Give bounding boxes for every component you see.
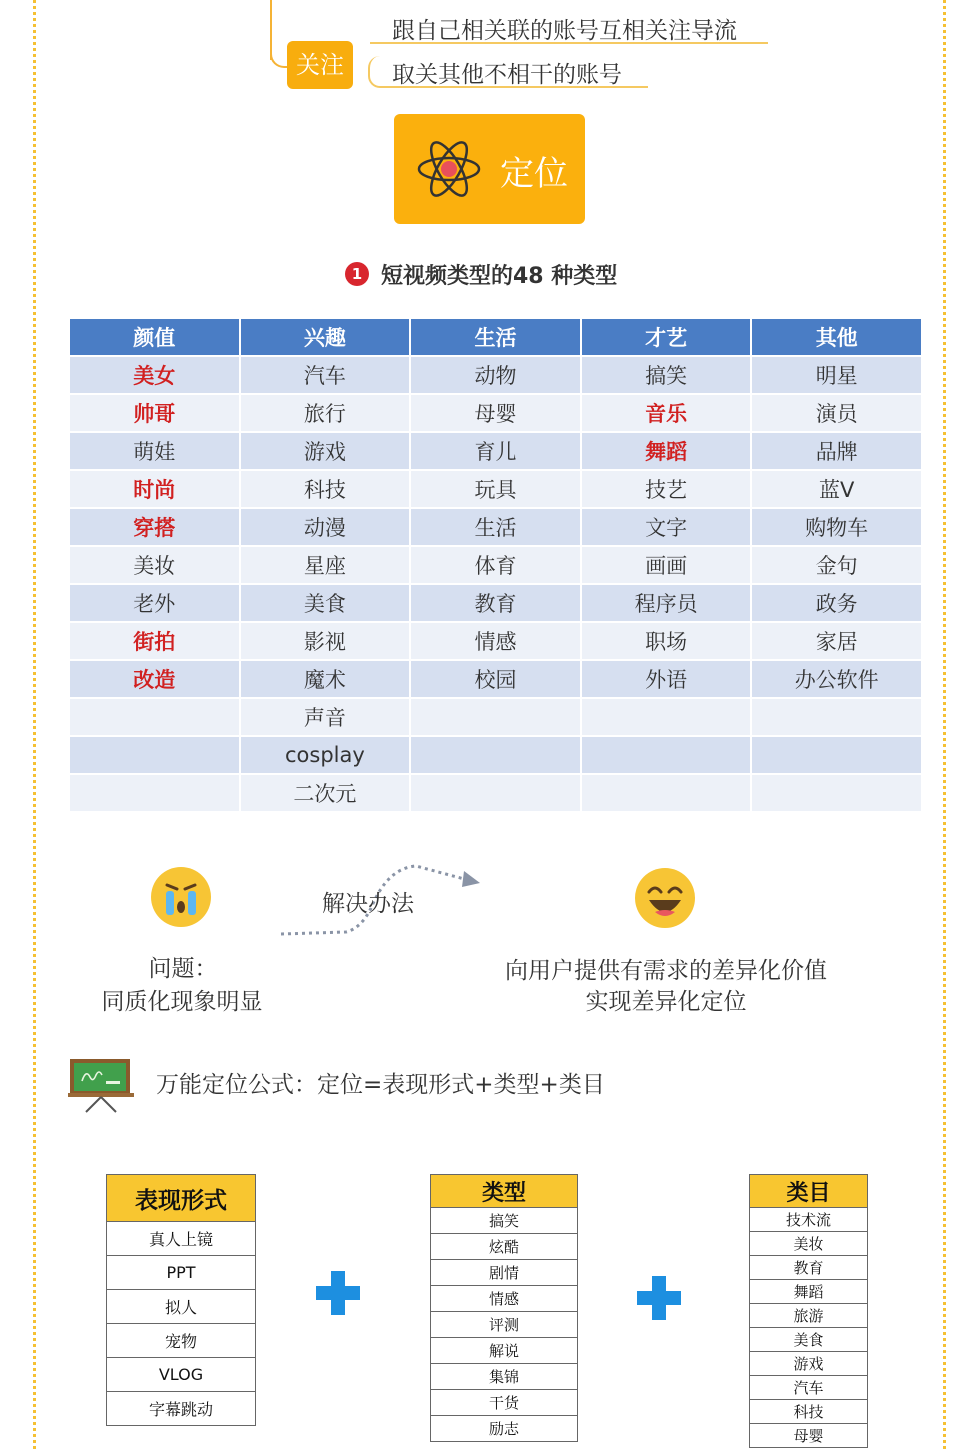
table-row (69, 584, 922, 622)
table-cell: 技艺 (581, 470, 752, 508)
table-cell: 评测 (431, 1312, 578, 1338)
table-cell: 影视 (240, 622, 411, 660)
table-cell: 真人上镜 (107, 1222, 256, 1256)
table-cell: 游戏 (240, 432, 411, 470)
table-row (431, 1260, 578, 1286)
table-cell: 蓝V (751, 470, 922, 508)
table-cell (69, 774, 240, 812)
section-heading: 短视频类型的48 种类型 (381, 264, 618, 289)
table-cell: 生活 (410, 508, 581, 546)
solution-text-line1: 向用户提供有需求的差异化价值 (505, 958, 827, 984)
table-row (431, 1364, 578, 1390)
table-row (107, 1256, 256, 1290)
table-cell (410, 698, 581, 736)
table-cell: 科技 (240, 470, 411, 508)
table-cell: 炫酷 (431, 1234, 578, 1260)
table-row (107, 1324, 256, 1358)
table-cell: 宠物 (107, 1324, 256, 1358)
table-row (750, 1280, 868, 1304)
table-cell: 干货 (431, 1390, 578, 1416)
table-cell: 穿搭 (69, 508, 240, 546)
table-row (107, 1222, 256, 1256)
table-cell (69, 698, 240, 736)
table-row (69, 508, 922, 546)
table-row (750, 1256, 868, 1280)
mindmap-node-follow: 关注 (287, 41, 353, 89)
table-row (69, 356, 922, 394)
table-row (69, 470, 922, 508)
table-cell: 美女 (69, 356, 240, 394)
table-row (750, 1400, 868, 1424)
table-row (431, 1390, 578, 1416)
table-row (69, 622, 922, 660)
table-cell: 拟人 (107, 1290, 256, 1324)
table-cell: 老外 (69, 584, 240, 622)
table-cell: 二次元 (240, 774, 411, 812)
table-cell (751, 774, 922, 812)
table-row (431, 1208, 578, 1234)
table-cell: 魔术 (240, 660, 411, 698)
table-row (107, 1290, 256, 1324)
table-cell (581, 774, 752, 812)
table-row (69, 774, 922, 812)
type-table (430, 1174, 578, 1442)
table-cell: 美食 (750, 1328, 868, 1352)
table-row (750, 1304, 868, 1328)
table-row (750, 1232, 868, 1256)
table-cell: 舞蹈 (581, 432, 752, 470)
table-cell: 剧情 (431, 1260, 578, 1286)
plus-icon (637, 1276, 681, 1320)
column-header: 才艺 (581, 318, 752, 356)
table-cell (410, 774, 581, 812)
table-cell: 外语 (581, 660, 752, 698)
table-cell: 励志 (431, 1416, 578, 1442)
table-row (107, 1358, 256, 1392)
table-cell: 帅哥 (69, 394, 240, 432)
table-cell: 情感 (410, 622, 581, 660)
table-cell: 汽车 (750, 1376, 868, 1400)
crying-face-icon (151, 867, 211, 927)
table-cell: 汽车 (240, 356, 411, 394)
table-cell: 改造 (69, 660, 240, 698)
table-cell: 政务 (751, 584, 922, 622)
table-cell: VLOG (107, 1358, 256, 1392)
table-row (69, 660, 922, 698)
table-cell: 教育 (410, 584, 581, 622)
column-header: 生活 (410, 318, 581, 356)
table-cell: 搞笑 (581, 356, 752, 394)
table-cell: 购物车 (751, 508, 922, 546)
solution-arrow-label: 解决办法 (322, 891, 414, 917)
table-cell: 家居 (751, 622, 922, 660)
table-cell: PPT (107, 1256, 256, 1290)
form-table (106, 1174, 256, 1426)
table-cell: 字幕跳动 (107, 1392, 256, 1426)
table-header: 类型 (431, 1175, 578, 1208)
table-header: 类目 (750, 1175, 868, 1208)
table-cell: 文字 (581, 508, 752, 546)
table-cell: 校园 (410, 660, 581, 698)
left-dotted-border (33, 0, 36, 1449)
section-number-badge: 1 (345, 262, 369, 286)
table-cell (751, 698, 922, 736)
table-cell: 职场 (581, 622, 752, 660)
table-cell: 美妆 (69, 546, 240, 584)
problem-text: 同质化现象明显 (101, 989, 263, 1015)
solution-text-line2: 实现差异化定位 (585, 989, 747, 1015)
atom-icon (416, 138, 482, 200)
table-row (750, 1424, 868, 1448)
table-cell: 技术流 (750, 1208, 868, 1232)
column-header: 其他 (751, 318, 922, 356)
table-cell: 情感 (431, 1286, 578, 1312)
table-cell: cosplay (240, 736, 411, 774)
table-cell: 母婴 (750, 1424, 868, 1448)
table-cell: 金句 (751, 546, 922, 584)
table-cell: 音乐 (581, 394, 752, 432)
table-cell: 搞笑 (431, 1208, 578, 1234)
table-cell: 玩具 (410, 470, 581, 508)
table-cell: 美妆 (750, 1232, 868, 1256)
table-row (750, 1376, 868, 1400)
table-cell: 时尚 (69, 470, 240, 508)
table-cell: 画画 (581, 546, 752, 584)
table-cell (581, 698, 752, 736)
column-header: 兴趣 (240, 318, 411, 356)
category-list-table (749, 1174, 868, 1448)
table-cell: 程序员 (581, 584, 752, 622)
table-cell: 旅行 (240, 394, 411, 432)
table-row (431, 1234, 578, 1260)
table-row (69, 546, 922, 584)
table-row (431, 1338, 578, 1364)
table-row (107, 1392, 256, 1426)
table-cell: 舞蹈 (750, 1280, 868, 1304)
table-cell (410, 736, 581, 774)
table-row (69, 736, 922, 774)
column-header: 颜值 (69, 318, 240, 356)
category-table (68, 317, 923, 813)
table-row (69, 432, 922, 470)
table-cell: 科技 (750, 1400, 868, 1424)
table-cell: 游戏 (750, 1352, 868, 1376)
formula-text: 万能定位公式：定位=表现形式+类型+类目 (156, 1072, 605, 1098)
table-row (750, 1352, 868, 1376)
position-section-title: 定位 (500, 154, 568, 194)
table-cell: 教育 (750, 1256, 868, 1280)
table-row (69, 394, 922, 432)
table-cell (751, 736, 922, 774)
table-row (431, 1416, 578, 1442)
mindmap-branch-text: 取关其他不相干的账号 (392, 62, 622, 88)
table-cell: 动物 (410, 356, 581, 394)
table-header: 表现形式 (107, 1175, 256, 1222)
table-cell: 声音 (240, 698, 411, 736)
table-cell: 品牌 (751, 432, 922, 470)
table-cell (581, 736, 752, 774)
table-row (69, 698, 922, 736)
table-cell: 动漫 (240, 508, 411, 546)
table-cell: 萌娃 (69, 432, 240, 470)
table-row (431, 1312, 578, 1338)
table-cell: 星座 (240, 546, 411, 584)
smiling-face-icon (635, 868, 695, 928)
table-cell: 母婴 (410, 394, 581, 432)
chalkboard-icon (68, 1057, 134, 1113)
table-cell (69, 736, 240, 774)
table-row (750, 1208, 868, 1232)
table-cell: 街拍 (69, 622, 240, 660)
mindmap-branch-text: 跟自己相关联的账号互相关注导流 (392, 18, 737, 44)
table-cell: 演员 (751, 394, 922, 432)
table-cell: 集锦 (431, 1364, 578, 1390)
table-cell: 办公软件 (751, 660, 922, 698)
right-dotted-border (943, 0, 946, 1449)
table-cell: 解说 (431, 1338, 578, 1364)
table-cell: 体育 (410, 546, 581, 584)
table-cell: 明星 (751, 356, 922, 394)
plus-icon (316, 1271, 360, 1315)
table-cell: 育儿 (410, 432, 581, 470)
table-row (431, 1286, 578, 1312)
problem-label: 问题： (148, 956, 218, 982)
table-cell: 美食 (240, 584, 411, 622)
table-row (750, 1328, 868, 1352)
table-cell: 旅游 (750, 1304, 868, 1328)
